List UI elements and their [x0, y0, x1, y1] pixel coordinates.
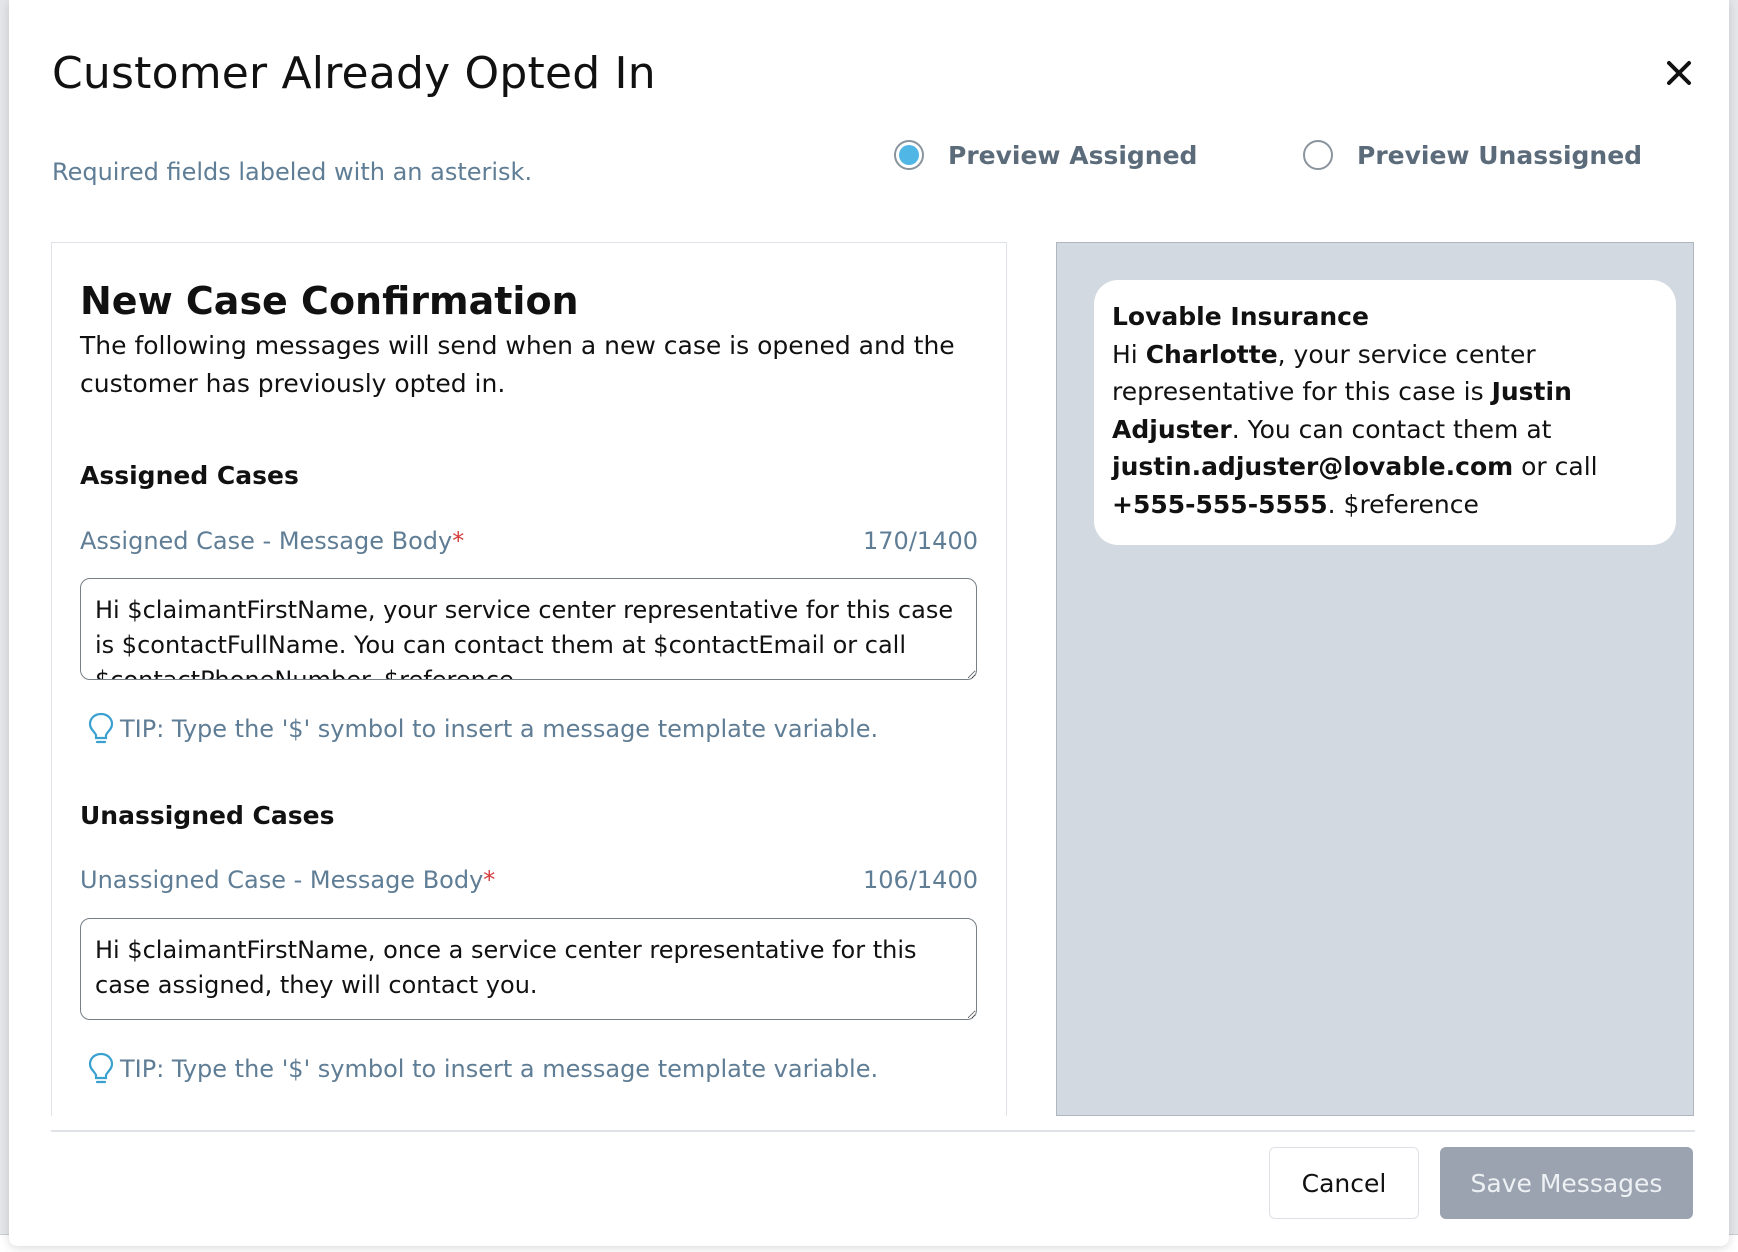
preview-unassigned-radio[interactable] — [1303, 140, 1642, 170]
cancel-button[interactable]: Cancel — [1269, 1147, 1419, 1219]
preview-segment-bold: Charlotte — [1145, 339, 1278, 369]
required-asterisk: * — [452, 527, 465, 555]
radio-dot — [899, 145, 919, 165]
preview-unassigned-label: Preview Unassigned — [1357, 140, 1643, 170]
footer-divider — [51, 1130, 1695, 1132]
unassigned-tip — [86, 1051, 878, 1087]
preview-segment: Hi — [1112, 339, 1146, 369]
assigned-tip — [86, 711, 878, 747]
assigned-message-label — [80, 527, 464, 555]
radio-button-unselected[interactable] — [1303, 140, 1333, 170]
customer-opted-in-modal — [9, 0, 1729, 1246]
lightbulb-icon — [86, 711, 116, 747]
preview-sender: Lovable Insurance — [1112, 302, 1369, 331]
sms-preview-panel — [1056, 242, 1694, 1116]
preview-assigned-label: Preview Assigned — [948, 140, 1198, 170]
close-button[interactable] — [1659, 54, 1699, 94]
message-preview-bubble — [1094, 280, 1676, 545]
unassigned-cases-heading: Unassigned Cases — [80, 801, 335, 830]
unassigned-tip-text: TIP: Type the '$' symbol to insert a message template variable. — [120, 1055, 879, 1083]
assigned-message-label-text: Assigned Case - Message Body — [80, 527, 453, 555]
modal-title: Customer Already Opted In — [52, 48, 656, 99]
required-fields-note: Required fields labeled with an asterisk. — [52, 158, 533, 186]
preview-segment-bold: +555-555-5555 — [1112, 489, 1328, 519]
lightbulb-icon — [86, 1051, 116, 1087]
preview-message-body — [1112, 336, 1658, 524]
preview-segment: or call — [1513, 452, 1598, 481]
radio-button-selected[interactable] — [894, 140, 924, 170]
unassigned-message-label-text: Unassigned Case - Message Body — [80, 866, 484, 894]
unassigned-char-count: 106/1400 — [863, 866, 978, 894]
preview-segment-bold: justin.adjuster@lovable.com — [1112, 452, 1514, 481]
unassigned-message-textarea[interactable] — [80, 918, 977, 1020]
assigned-tip-text: TIP: Type the '$' symbol to insert a message template variable. — [120, 715, 879, 743]
assigned-char-count: 170/1400 — [863, 527, 978, 555]
unassigned-message-label — [80, 866, 495, 894]
preview-segment: , your service center representative for this case is — [1112, 339, 1536, 406]
assigned-cases-heading: Assigned Cases — [80, 461, 299, 490]
save-messages-button[interactable]: Save Messages — [1440, 1147, 1693, 1219]
preview-segment-bold: Justin Adjuster — [1112, 377, 1572, 444]
close-icon — [1664, 58, 1694, 88]
assigned-message-textarea[interactable] — [80, 578, 977, 680]
preview-segment: . $reference — [1327, 489, 1479, 519]
section-description: The following messages will send when a new case is opened and the customer has previously opted in. — [80, 331, 955, 398]
preview-assigned-radio[interactable] — [894, 140, 1197, 170]
message-editor-panel — [51, 242, 1007, 1116]
required-asterisk: * — [483, 866, 496, 894]
section-title: New Case Confirmation — [80, 279, 579, 323]
background-left-edge — [0, 0, 9, 1252]
preview-segment: . You can contact them at — [1231, 414, 1552, 444]
